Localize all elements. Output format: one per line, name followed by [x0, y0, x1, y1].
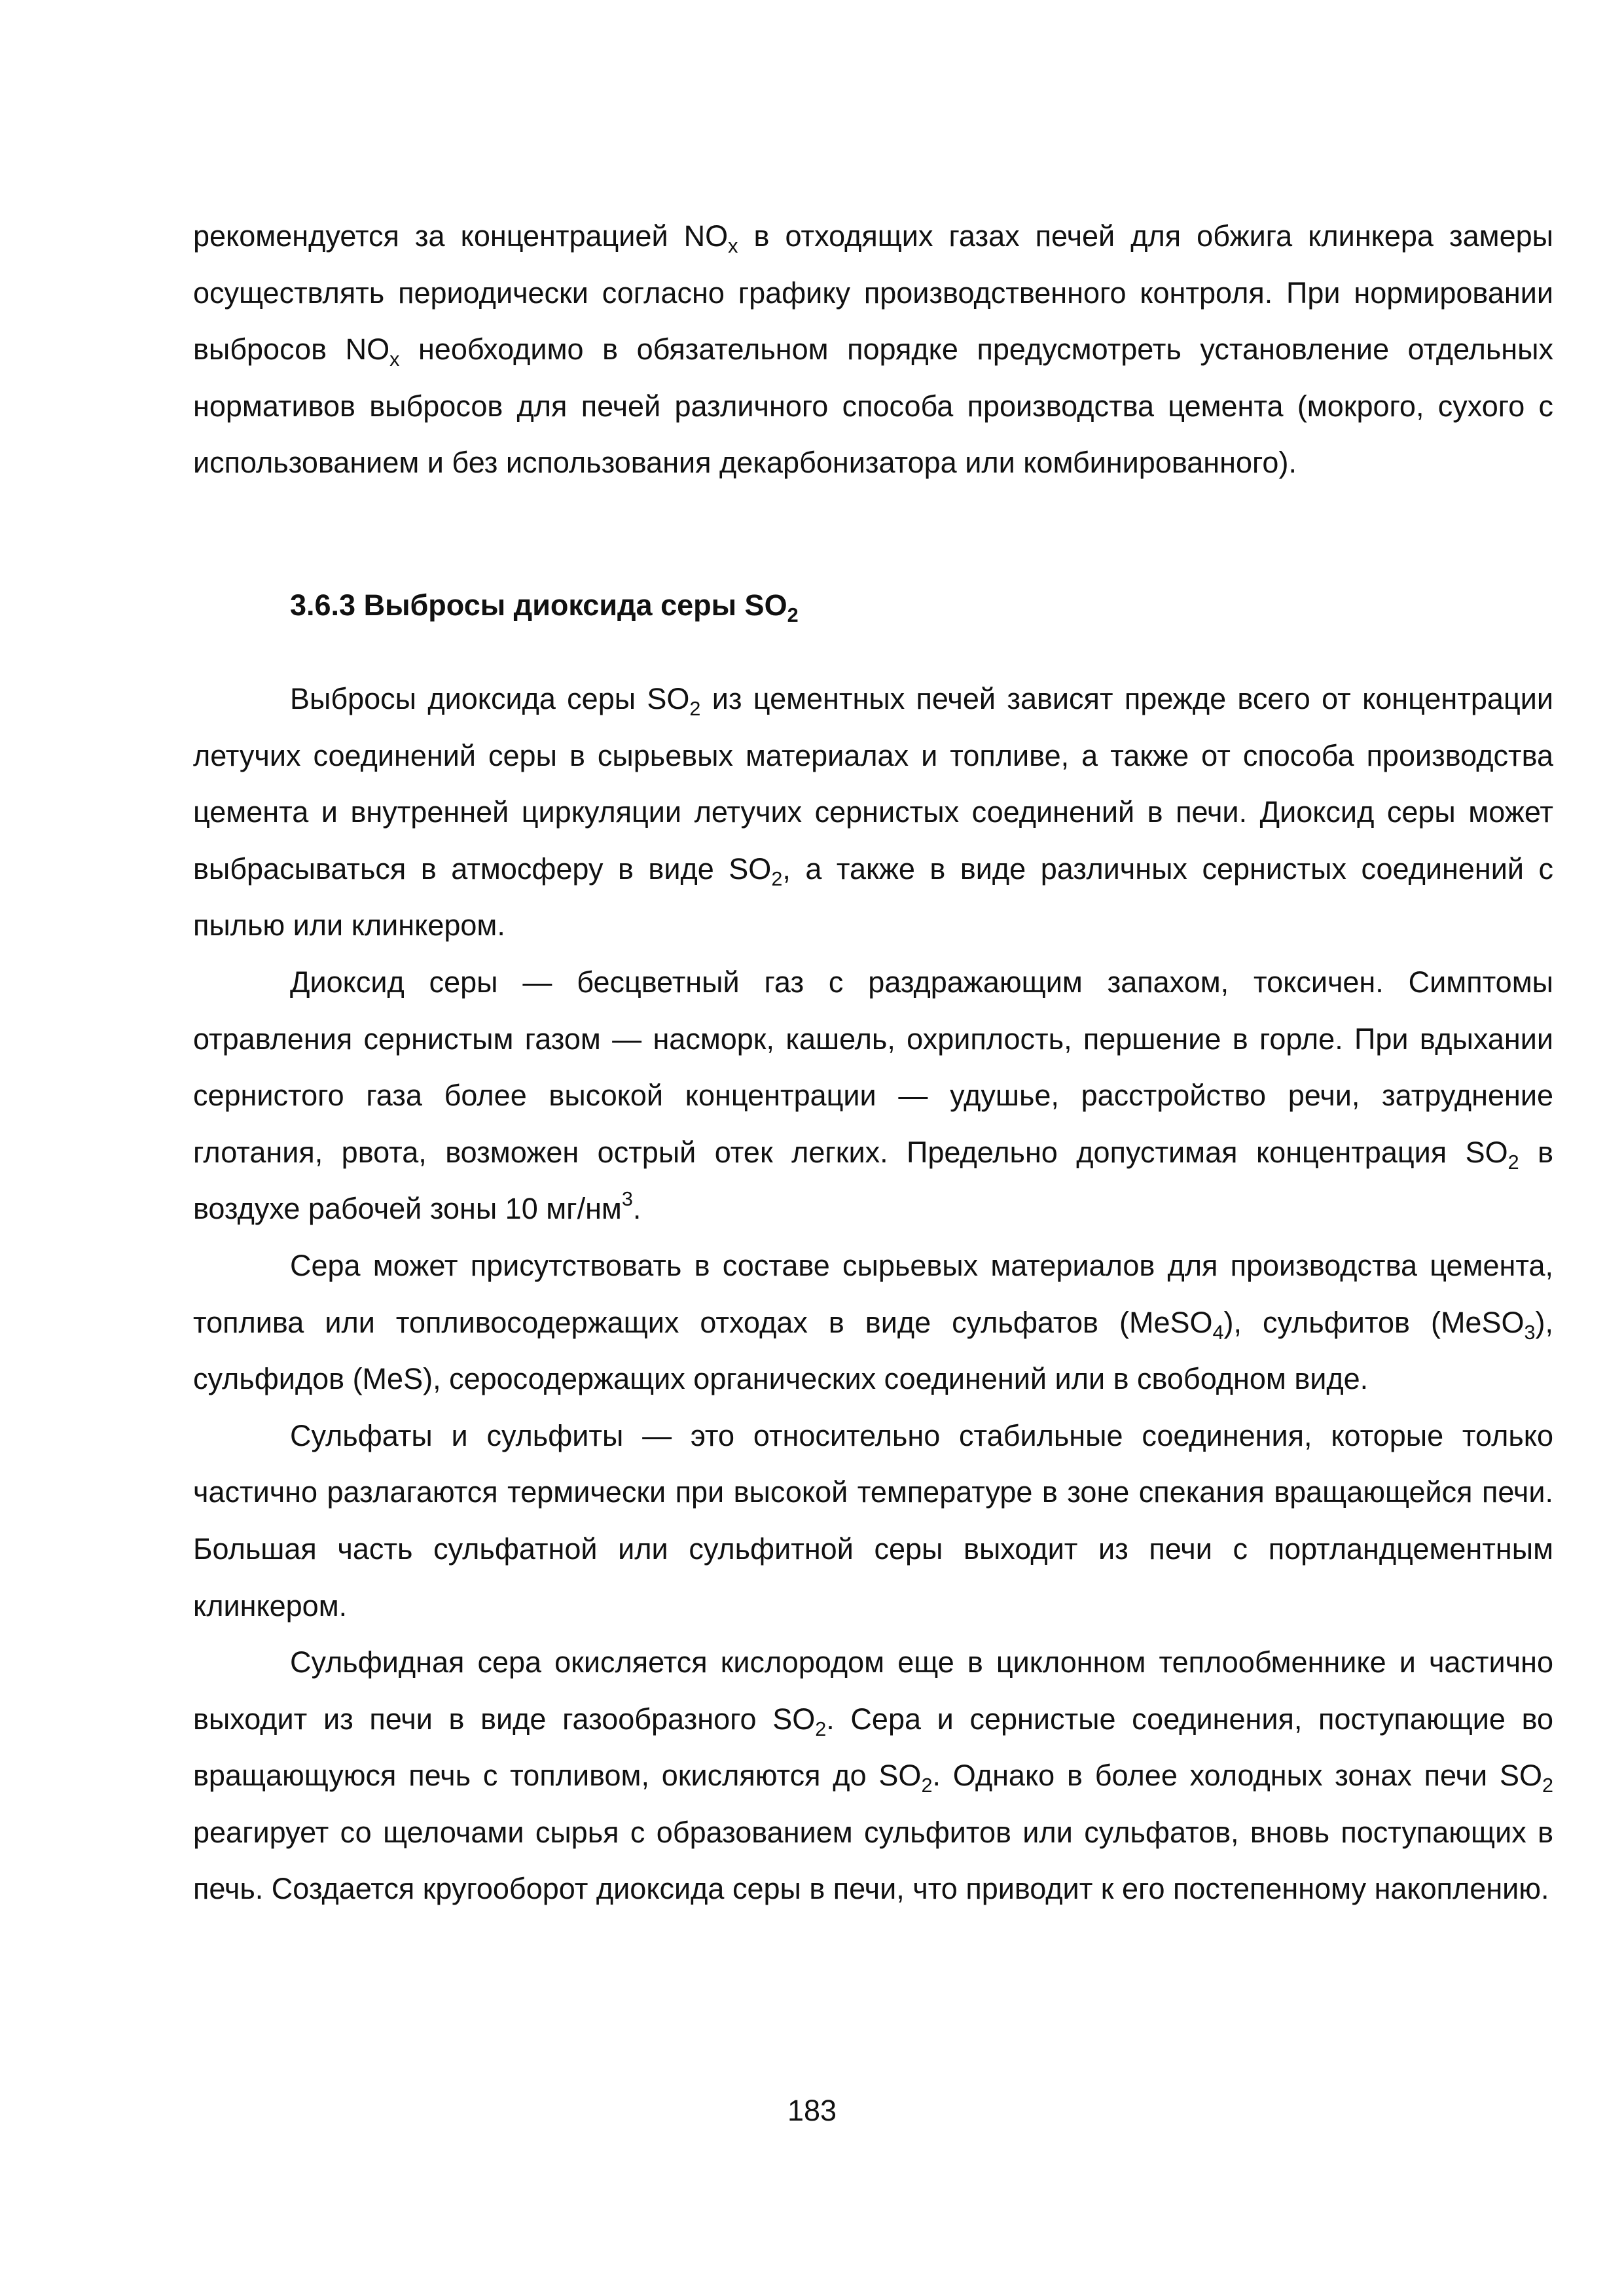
paragraph-toxicity: Диоксид серы — бесцветный газ с раздражающим запахом, токсичен. Симптомы отравления сернистым газом — насморк, кашель, охриплость, першение в горле. При вдыхании сернистого газа более высокой концентрации — удушье, расстройство речи, затруднение глотания, рвота, возможен острый отек легких. Предельно допустимая концентрация $SO_2$ в воздухе рабочей зоны 10 $мг/нм^3$.	[193, 965, 1553, 1226]
intro-text	[193, 208, 1553, 492]
paragraph-continuation: рекомендуется за концентрацией $NO_x$ в отходящих газах печей для обжига клинкера замеры осуществлять периодически согласно графику производственного контроля. При нормировании выбросов $NO_x$ необходимо в обязательном порядке предусмотреть установление отдельных нормативов выбросов для печей различного способа производства цемента (мокрого, сухого с использованием и без использования декарбонизатора или комбинированного).	[193, 219, 1554, 480]
paragraph-sulfur-forms: Сера может присутствовать в составе сырьевых материалов для производства цемента, топлива или топливосодержащих отходах в виде сульфатов (MeSO$_4$), сульфитов (MeSO$_3$), сульфидов (MeS), серосодержащих органических соединений или в свободном виде.	[193, 1248, 1553, 1396]
paragraph-sulfide-sulfur: Сульфидная сера окисляется кислородом еще в циклонном теплообменнике и частично выходит из печи в виде газообразного $SO_2$. Сера и сернистые соединения, поступающие во вращающуюся печь с топливом, окисляются до $SO_2$. Однако в более холодных зонах печи $SO_2$ реагирует со щелочами сырья с образованием сульфитов или сульфатов, вновь поступающих в печь. Создается кругооборот диоксида серы в печи, что приводит к его постепенному накоплению.	[193, 1645, 1553, 1906]
section-heading: 3.6.3 Выбросы диоксида серы $SO_2$	[290, 588, 799, 626]
paragraph-emission-sources: Выбросы диоксида серы $SO_2$ из цементных печей зависят прежде всего от концентрации летучих соединений серы в сырьевых материалах и топливе, а также от способа производства цемента и внутренней циркуляции летучих сернистых соединений в печи. Диоксид серы может выбрасываться в атмосферу в виде $SO_2$, а также в виде различных сернистых соединений с пылью или клинкером.	[193, 682, 1553, 942]
paragraph-sulfates: Сульфаты и сульфиты — это относительно стабильные соединения, которые только частично разлагаются термически при высокой температуре в зоне спекания вращающейся печи. Большая часть сульфатной или сульфитной серы выходит из печи с портландцементным клинкером.	[193, 1418, 1553, 1623]
section-body	[193, 671, 1553, 1918]
page-number: 183	[787, 2094, 837, 2127]
